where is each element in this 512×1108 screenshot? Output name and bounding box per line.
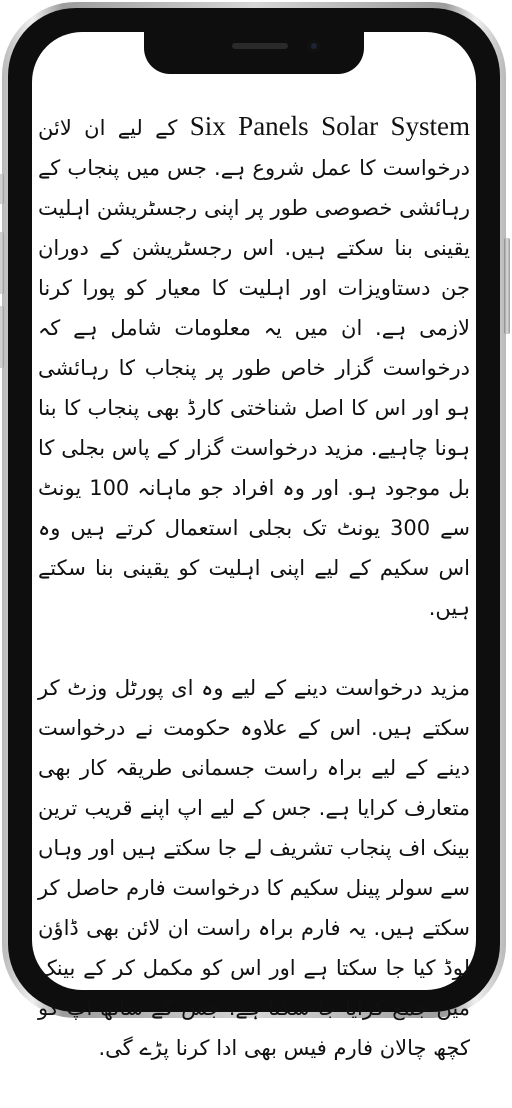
article-paragraph-2: مزید درخواست دینے کے لیے وہ ای پورٹل وزٹ کر سکتے ہیں. اس کے علاوہ حکومت نے درخواست دینے کے لیے براہ راست جسمانی طریقہ کار بھی متعارف کرایا ہے. جس کے لیے اپ اپنے قریب ترین بینک اف پنجاب تشریف لے جا سکتے ہیں اور وہاں سے سولر پینل سکیم کا درخواست فارم حاصل کر سکتے ہیں. یہ فارم براہ راست ان لائن بھی ڈاؤن لوڈ کیا جا سکتا ہے اور اس کو مکمل کر کے بینک میں جمع کرایا جا سکتا ہے. جس کے ساتھ اپ کو کچھ چالان فارم فیس بھی ادا کرنا پڑے گی. bbox=[38, 676, 470, 1060]
volume-up-button bbox=[0, 232, 4, 294]
phone-screen[interactable] bbox=[32, 32, 476, 1060]
phone-frame bbox=[2, 2, 506, 1060]
article-body bbox=[38, 106, 470, 1108]
article-title-phrase: Six Panels Solar System bbox=[189, 111, 470, 141]
front-camera-icon bbox=[308, 40, 320, 52]
article-paragraph-1-text: کے لیے ان لائن درخواست کا عمل شروع ہے. جس میں پنجاب کے رہائشی خصوصی طور پر اپنی رجسٹریشن اہلیت یقینی بنا سکتے ہیں. اس رجسٹریشن کے دوران جن دستاویزات اور اہلیت کا معیار کو پورا کرنا لازمی ہے. ان میں یہ معلومات شامل ہے کہ درخواست گزار خاص طور پر پنجاب کا رہائشی ہو اور اس کا اصل شناختی کارڈ بھی پنجاب کا بنا ہونا چاہیے. مزید درخواست گزار کے پاس بجلی کا بل موجود ہو. اور وہ افراد جو ماہانہ 100 یونٹ سے 300 یونٹ تک بجلی استعمال کرتے ہیں وہ اس سکیم کے لیے اپنی اہلیت کو یقینی بنا سکتے ہیں. bbox=[38, 116, 471, 620]
power-button bbox=[504, 238, 510, 334]
phone-bezel bbox=[8, 8, 500, 1060]
speaker-grille bbox=[232, 43, 288, 49]
silent-switch bbox=[0, 174, 4, 204]
volume-down-button bbox=[0, 306, 4, 368]
article-paragraph-1 bbox=[38, 106, 470, 628]
notch bbox=[144, 30, 364, 74]
